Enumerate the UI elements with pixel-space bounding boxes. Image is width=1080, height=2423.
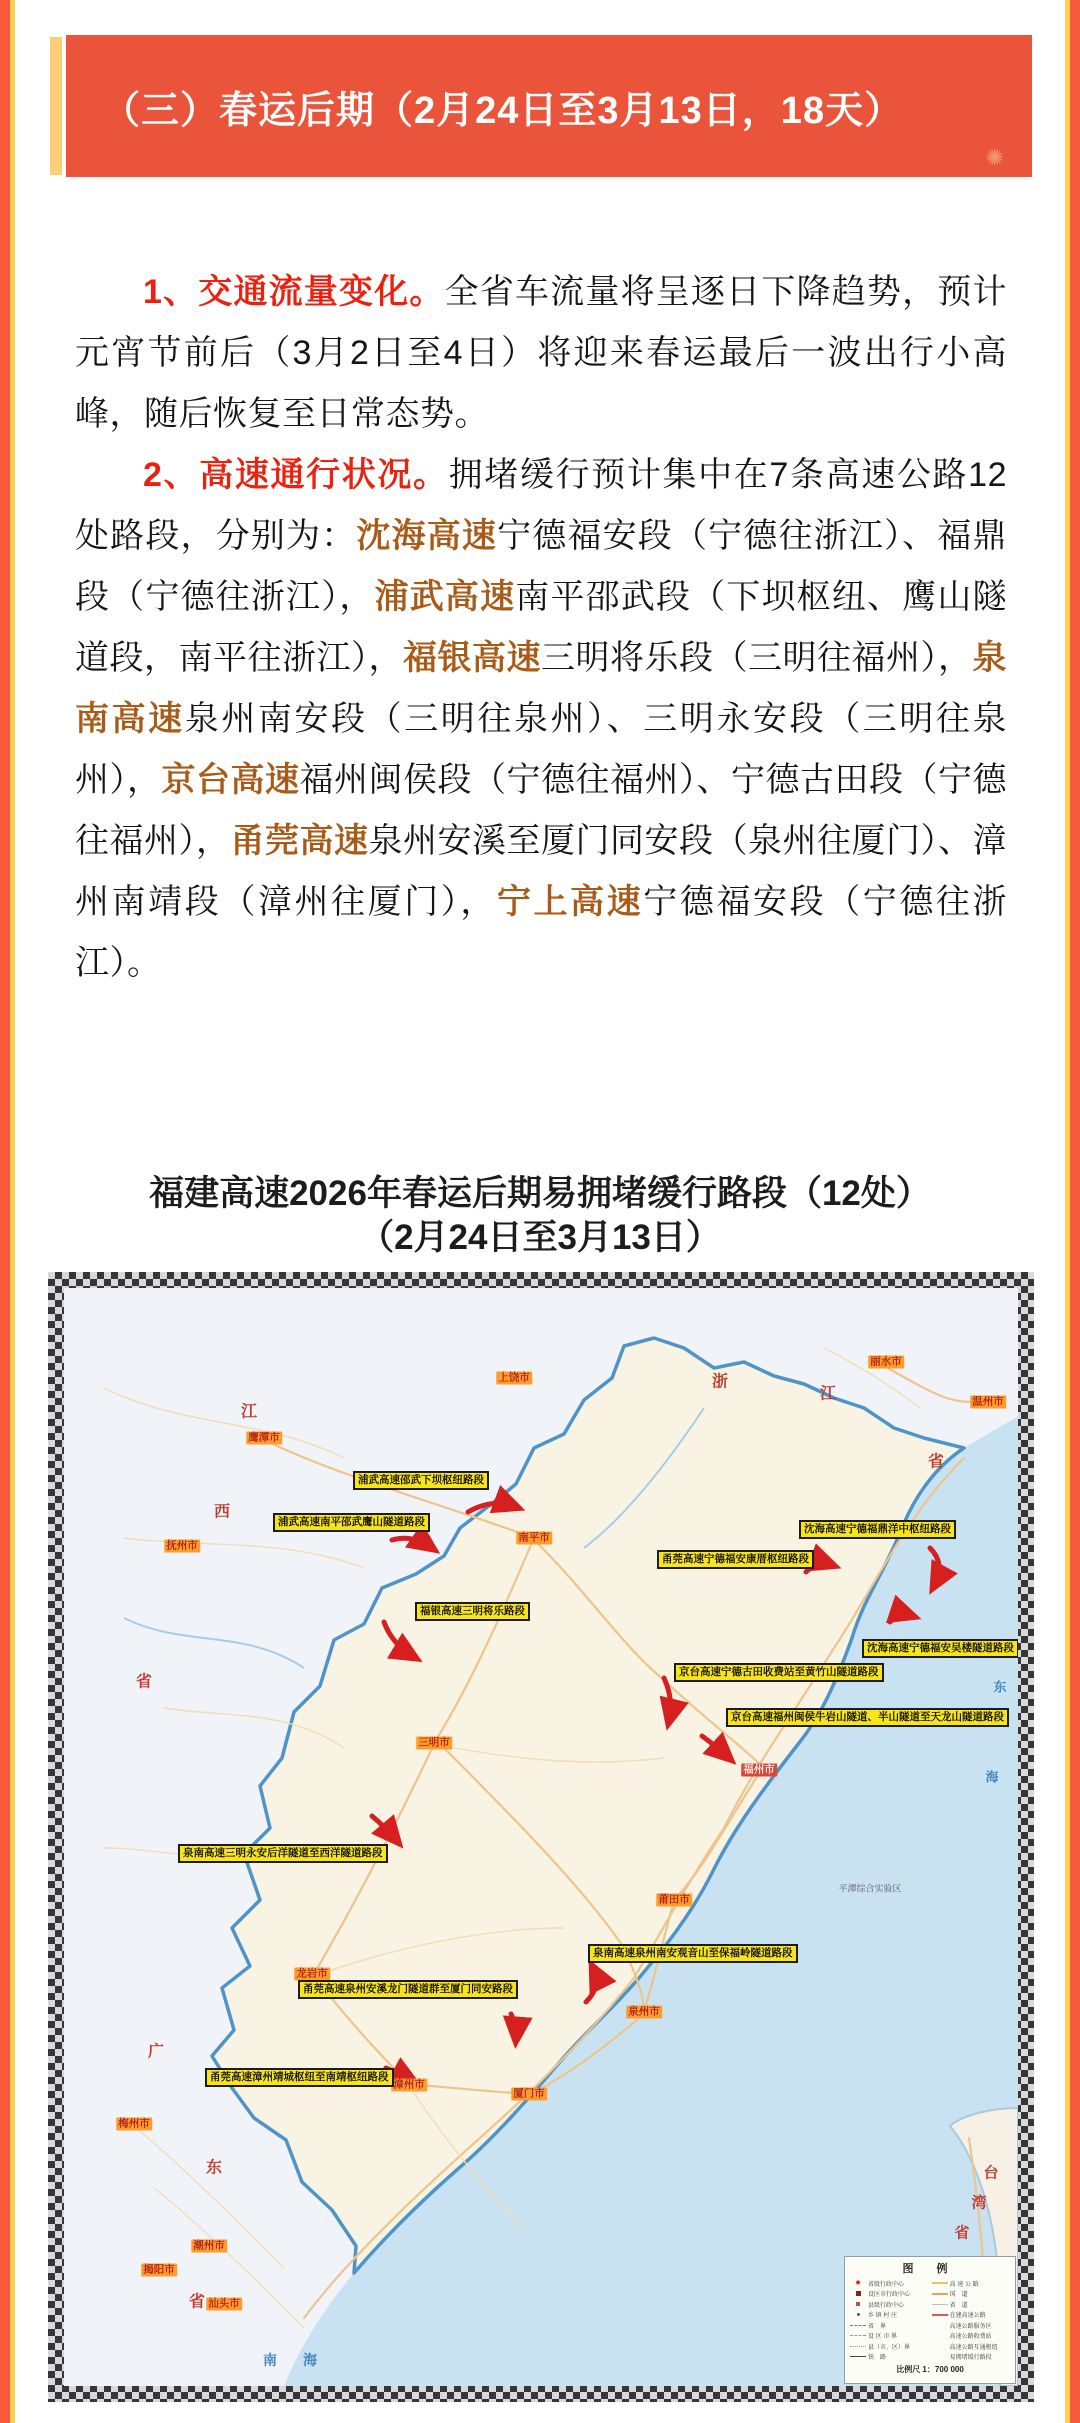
sparkle-icon: ✺: [985, 145, 1004, 170]
city-badge: 汕头市: [208, 2297, 240, 2310]
legend-label: 国 道: [949, 2292, 968, 2299]
legend-row: [932, 2352, 1010, 2363]
body-text: 宁德福安段（宁德往浙江）、福鼎段（宁德往浙江），: [75, 517, 1008, 616]
legend-label: 高速公路服务区: [949, 2323, 992, 2330]
congestion-section-label: 甬莞高速漳州靖城枢纽至南靖枢纽路段: [205, 2068, 394, 2087]
city-badge: 鹰潭市: [248, 1431, 280, 1444]
congestion-section-label: 甬莞高速泉州安溪龙门隧道群至厦门同安路段: [298, 1980, 518, 1999]
body-text: 南平邵武段（下坝枢纽、鹰山隧道段，南平往浙江），: [75, 578, 1008, 677]
highlighted-text: 京台高速: [161, 761, 300, 799]
province-name-text: 湾: [971, 2194, 987, 2212]
city-badge: 莆田市: [658, 1893, 690, 1906]
legend-symbol: [850, 2346, 866, 2347]
legend-row: [850, 2320, 928, 2331]
highlighted-text: 2、高速通行状况。: [143, 456, 449, 494]
section-banner: [66, 35, 1032, 177]
legend-row: [932, 2299, 1010, 2310]
province-name-text: 浙: [711, 1373, 729, 1391]
province-name-text: 台: [983, 2164, 999, 2182]
legend-symbol: [850, 2325, 866, 2326]
province-name-text: 省: [188, 2293, 206, 2311]
province-name-text: 西: [213, 1503, 231, 1521]
legend-label: 县级行政中心: [868, 2302, 905, 2309]
legend-label: 省 道: [949, 2302, 968, 2309]
city-badge: 福州市: [743, 1763, 775, 1776]
map-legend: [844, 2256, 1016, 2384]
body-text: 福州闽侯段（宁德往福州）、宁德古田段（宁德往福州），: [75, 761, 1007, 860]
city-badge: 潮州市: [193, 2239, 225, 2252]
legend-symbol: [850, 2335, 866, 2336]
province-name-text: 广: [147, 2043, 165, 2061]
legend-symbol: [850, 2356, 866, 2357]
map-title-line1: 福建高速2026年春运后期易拥堵缓行路段（12处）: [149, 1174, 931, 1213]
legend-label: 省级行政中心: [868, 2281, 905, 2288]
legend-row: [850, 2341, 928, 2352]
legend-symbol: [850, 2302, 866, 2306]
sea-name-text: 东: [993, 1679, 1007, 1695]
highlighted-text: 宁上高速: [496, 883, 644, 921]
page-border-left-red: [0, 0, 10, 2423]
province-name-text: 平潭综合实验区: [838, 1883, 902, 1894]
legend-label: 高速公路互通枢纽: [949, 2344, 998, 2351]
body-text: 拥堵缓行预计集中在7条高速公路12处路段，分别为：: [75, 456, 1007, 555]
congestion-section-label: 泉南高速三明永安后洋隧道至西洋隧道路段: [178, 1844, 388, 1863]
province-name-text: 江: [819, 1385, 837, 1403]
legend-row: [932, 2331, 1010, 2342]
congestion-section-label: 浦武高速南平邵武鹰山隧道路段: [273, 1513, 430, 1532]
highlighted-text: 福银高速: [403, 639, 541, 677]
body-text: 全省车流量将呈逐日下降趋势，预计元宵节前后（3月2日至4日）将迎来春运最后一波出行小高峰，随后恢复至日常态势。: [75, 273, 1008, 433]
legend-symbol: [850, 2291, 866, 2296]
city-badge: 泉州市: [628, 2005, 660, 2018]
article: [75, 262, 1007, 994]
legend-row: [850, 2278, 928, 2289]
highlighted-text: 泉南高速: [75, 639, 1007, 738]
sea-name-text: 海: [303, 2352, 317, 2368]
legend-row: [932, 2289, 1010, 2300]
legend-title: 图 例: [902, 2263, 958, 2275]
congestion-section-label: 泉南高速泉州南安观音山至保福岭隧道路段: [588, 1944, 798, 1963]
congestion-section-label: 京台高速宁德古田收费站至黄竹山隧道路段: [674, 1663, 884, 1682]
sea-name-text: 海: [985, 1769, 999, 1785]
legend-label: 易拥堵缓行路段: [949, 2355, 992, 2362]
legend-label: 设 区 市 界: [868, 2334, 898, 2341]
congestion-section-label: 京台高速福州闽侯牛岩山隧道、半山隧道至天龙山隧道路段: [726, 1708, 1009, 1727]
legend-row: [850, 2289, 928, 2300]
page-border-left-yellow: [10, 0, 15, 2423]
legend-symbol: [932, 2293, 948, 2295]
city-badge: 厦门市: [513, 2087, 545, 2100]
legend-symbol: ✹: [855, 2279, 861, 2287]
map-title-line2: （2月24日至3月13日）: [359, 1218, 721, 1257]
legend-label: 设区市行政中心: [868, 2292, 911, 2299]
province-name-text: 省: [954, 2224, 970, 2242]
legend-label: 省 界: [868, 2323, 887, 2330]
legend-row: [932, 2341, 1010, 2352]
legend-left-column: [850, 2278, 928, 2362]
legend-label: 高 速 公 路: [949, 2281, 979, 2288]
congestion-section-label: 沈海高速宁德福安吴楼隧道路段: [862, 1639, 1018, 1658]
legend-symbol: [850, 2313, 866, 2316]
page-border-right-red: [1070, 0, 1080, 2423]
paragraph: [75, 445, 1007, 994]
legend-row: [932, 2320, 1010, 2331]
banner-accent-bar: [50, 37, 62, 175]
province-name-text: 省: [927, 1453, 945, 1471]
highlighted-text: 1、交通流量变化。: [143, 273, 445, 311]
city-badge: 龙岩市: [296, 1967, 328, 1980]
body-text: 三明将乐段（三明往福州），: [541, 639, 973, 677]
congestion-section-label: 沈海高速宁德福鼎洋中枢纽路段: [799, 1520, 956, 1539]
body-text: 泉州南安段（三明往泉州）、三明永安段（三明往泉州），: [75, 700, 1008, 799]
legend-row: [850, 2352, 928, 2363]
city-badge: 漳州市: [393, 2078, 425, 2091]
city-badge: 丽水市: [870, 1355, 902, 1368]
paragraph: [75, 262, 1007, 445]
body-text: 泉州安溪至厦门同安段（泉州往厦门）、漳州南靖段（漳州往厦门），: [75, 822, 1007, 921]
legend-row: [850, 2299, 928, 2310]
legend-row: [932, 2310, 1010, 2321]
legend-scale: 比例尺 1：700 000: [896, 2365, 964, 2374]
legend-symbol: [932, 2304, 948, 2305]
city-badge: 揭阳市: [143, 2263, 175, 2276]
legend-label: 县（市、区）界: [868, 2344, 911, 2351]
map-base-drawing: [64, 1288, 1018, 2386]
map-frame: [48, 1272, 1034, 2402]
section-title: （三）春运后期（2月24日至3月13日，18天）: [102, 89, 904, 132]
province-name-text: 东: [205, 2159, 223, 2177]
sea-name-text: 南: [263, 2352, 277, 2368]
legend-row: [932, 2278, 1010, 2289]
city-badge: 南平市: [518, 1531, 550, 1544]
legend-row: [850, 2331, 928, 2342]
map-title: [40, 1172, 1040, 1260]
legend-row: [850, 2310, 928, 2321]
highlighted-text: 甬莞高速: [230, 822, 369, 860]
city-badge: 三明市: [418, 1736, 450, 1749]
page-border-right-yellow: [1065, 0, 1070, 2423]
legend-right-column: [932, 2278, 1010, 2362]
city-badge: 梅州市: [118, 2117, 150, 2130]
highlighted-text: 沈海高速: [356, 517, 498, 555]
congestion-section-label: 浦武高速邵武下坝枢纽路段: [353, 1471, 489, 1490]
fujian-highway-map: [64, 1288, 1018, 2386]
body-text: 宁德福安段（宁德往浙江）。: [75, 883, 1008, 982]
highlighted-text: 浦武高速: [374, 578, 516, 616]
city-badge: 抚州市: [166, 1539, 198, 1552]
province-name-text: 省: [135, 1673, 153, 1691]
city-badge: 上饶市: [498, 1371, 530, 1384]
congestion-section-label: 甬莞高速宁德福安康厝枢纽路段: [657, 1550, 814, 1569]
legend-label: 铁 路: [868, 2355, 887, 2362]
legend-label: 高速公路收费站: [949, 2334, 992, 2341]
legend-symbol: [932, 2314, 948, 2316]
legend-symbol: [932, 2282, 948, 2284]
congestion-section-label: 福银高速三明将乐路段: [415, 1602, 530, 1621]
city-badge: 温州市: [972, 1395, 1004, 1408]
legend-label: 乡 镇 村 庄: [868, 2313, 898, 2320]
province-name-text: 江: [240, 1403, 258, 1421]
legend-label: 在建高速公路: [949, 2313, 986, 2320]
